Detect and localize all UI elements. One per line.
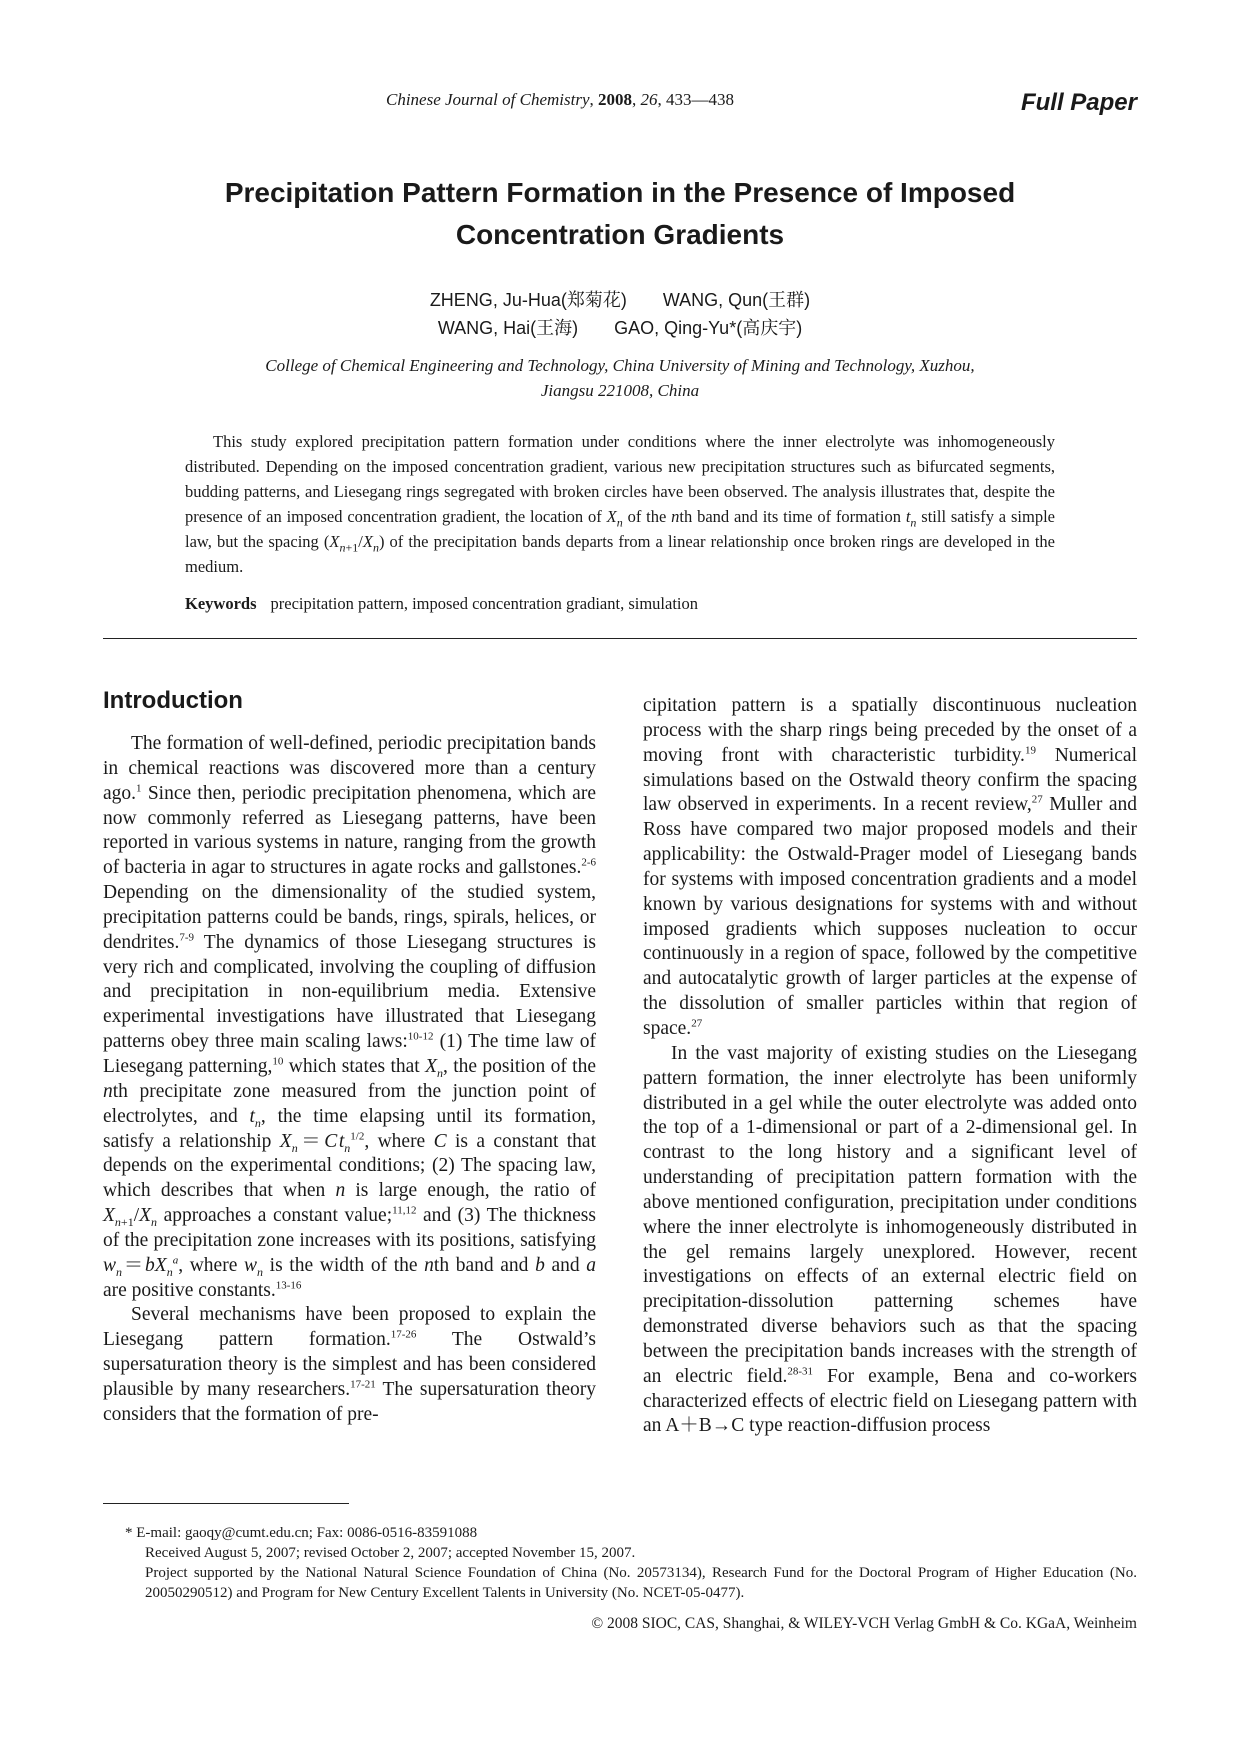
footnotes [125,1523,1137,1603]
author-2: WANG, Qun(王群) [662,290,811,310]
footnote-funding: Project supported by the National Natural Science Foundation of China (No. 20573134), Research Fund for the Doctoral Program of Higher Education (No. 20050290512) and Program for New Century Excellent Talents in University (No. NCET-05-0477). [145,1565,1137,1601]
author-4: GAO, Qing-Yu*(高庆宇) [614,318,803,338]
journal-year: 2008 [598,90,632,109]
affiliation [200,353,1040,403]
journal-volume: 26 [640,90,658,109]
affiliation-line-2: Jiangsu 221008, China [540,381,700,400]
author-3: WANG, Hai(王海) [437,318,579,338]
keywords-list: precipitation pattern, imposed concentration gradiant, simulation [270,594,699,613]
journal-citation: Chinese Journal of Chemistry, 2008, 26, 433—438 [385,90,734,109]
citation: 27 [1031,793,1043,806]
keywords [185,594,1055,614]
title-line-1: Precipitation Pattern Formation in the Presence of Imposed [224,177,1016,208]
copyright: © 2008 SIOC, CAS, Shanghai, & WILEY-VCH Verlag GmbH & Co. KGaA, Weinheim [591,1615,1137,1632]
authors-row-1 [150,286,1090,312]
citation: 28-31 [787,1365,814,1378]
paragraph: Several mechanisms have been proposed to explain the Liesegang pattern formation.$^{17-26}$ The Ostwald’s supersaturation theory is the simplest and has been considered plausible by many researchers.$^{17-21}$ The supersaturation theory considers that the formation of pre- [103,1304,596,1425]
citation: 7-9 [179,931,195,944]
citation: 17-21 [350,1378,376,1391]
paper-type-label: Full Paper [1020,89,1137,116]
citation: 10 [272,1055,284,1068]
abstract-text: ) of the precipitation bands departs from a linear relationship once broken rings are developed in the medium. [185,532,1055,576]
citation: 13-16 [275,1279,302,1292]
citation: 11,12 [392,1204,417,1217]
paragraph: In the vast majority of existing studies on the Liesegang pattern formation, the inner electrolyte has been uniformly distributed in a gel while the outer electrolyte was added onto the top of a 1-dimensional or part of a 2-dimensional gel. In contrast to the long history and a significant level of understanding of precipitation pattern formation with the above mentioned configuration, precipitation under conditions where the inner electrolyte is inhomogeneously distributed in the gel remains largely unexplored. However, recent investigations on effects of an external electric field on precipitation-dissolution patterning schemes have demonstrated diverse behaviors such as that the spacing between the precipitation bands increases with the strength of an electric field.$^{28-31}$ For example, Bena and co-workers characterized effects of electric field on Liesegang pattern with an A＋B→C type reaction-diffusion process [643,1042,1137,1437]
abstract-text: still satisfy a simple law, but the spacing ( [185,507,1055,551]
left-column [103,732,596,1428]
author-1: ZHENG, Ju-Hua(郑菊花) [429,290,627,310]
abstract-text: th band and its time of formation [679,507,906,526]
paragraph: cipitation pattern is a spatially discontinuous nucleation process with the sharp rings being preceded by the onset of a moving front with characteristic turbidity.$^{19}$ Numerical simulations based on the Ostwald theory confirm the spacing law observed in experiments. In a recent review,$^{27}$ Muller and Ross have compared two major proposed models and their applicability: the Ostwald-Prager model of Liesegang bands for systems with imposed concentration gradients and a model known by various designations for systems with and without imposed gradients which supposes nucleation to occur continuously in a region of space, followed by the competitive and autocatalytic growth of larger particles at the expense of the dissolution of smaller particles within that region of space.$^{27}$ [643,695,1138,1039]
footnote-dates: Received August 5, 2007; revised October 2, 2007; accepted November 15, 2007. [145,1545,636,1561]
citation: 27 [691,1017,703,1030]
abstract-text: of the [622,507,672,526]
citation: 1 [136,782,142,795]
paper-title [150,172,1090,256]
citation: 17-26 [390,1328,417,1341]
journal-pages: 433—438 [666,90,734,109]
citation: 19 [1024,744,1036,757]
citation: 2-6 [581,856,596,869]
abstract-text: This study explored precipitation pattern formation under conditions where the inner electrolyte was inhomogeneously distributed. Depending on the imposed concentration gradient, various new precipitation structures such as bifurcated segments, budding patterns, and Liesegang rings segregated with broken circles have been observed. The analysis illustrates that, despite the presence of an imposed concentration gradient, the location of [185,432,1055,526]
footnote-divider [103,1503,349,1504]
title-line-2: Concentration Gradients [455,219,785,250]
header-divider [103,638,1137,639]
authors-row-2 [150,314,1090,340]
abstract: This study explored precipitation pattern formation under conditions where the inner electrolyte was inhomogeneously distributed. Depending on the imposed concentration gradient, various new precipitation structures such as bifurcated segments, budding patterns, and Liesegang rings segregated with broken circles have been observed. The analysis illustrates that, despite the presence of an imposed concentration gradient, the location of $X_n$ of the nth band and its time of formation $t_n$ still satisfy a simple law, but the spacing $(X_{n+1}/X_n)$ of the precipitation bands departs from a linear relationship once broken rings are developed in the medium. [185,432,1055,576]
right-column [643,694,1137,1439]
journal-name: Chinese Journal of Chemistry [385,90,590,109]
paragraph: The formation of well-defined, periodic precipitation bands in chemical reactions was discovered more than a century ago.$^1$ Since then, periodic precipitation phenomena, which are now commonly referred as Liesegang patterns, have been reported in various systems in nature, ranging from the growth of bacteria in agar to structures in agate rocks and gallstones.$^{2-6}$ Depending on the dimensionality of the studied system, precipitation patterns could be bands, rings, spirals, helices, or dendrites.$^{7-9}$ The dynamics of those Liesegang structures is very rich and complicated, involving the coupling of diffusion and precipitation in non-equilibrium media. Extensive experimental investigations have illustrated that Liesegang patterns obey three main scaling laws:$^{10-12}$ (1) The time law of Liesegang patterning,$^{10}$ which states that $X_n$, the position of the nth precipitate zone measured from the junction point of electrolytes, and $t_n$, the time elapsing until its formation, satisfy a relationship $X_n=C$ $t_n^{1/2}$, where C is a constant that depends on the experimental conditions; (2) The spacing law, which describes that when n is large enough, the ratio of $X_{n+1}/X_n$ approaches a constant value;$^{11,12}$ and (3) The thickness of the precipitation zone increases with its positions, satisfying $w_n=bX_n^a$, where $w_n$ is the width of the nth band and b and a are positive constants.$^{13-16}$ [103,733,597,1301]
keywords-label: Keywords [185,594,257,613]
section-heading: Introduction [103,687,243,714]
footnote-contact: * E-mail: gaoqy@cumt.edu.cn; Fax: 0086-0516-83591088 [125,1525,478,1541]
affiliation-line-1: College of Chemical Engineering and Technology, China University of Mining and Technology, Xuzhou, [265,356,975,375]
citation: 10-12 [407,1030,434,1043]
